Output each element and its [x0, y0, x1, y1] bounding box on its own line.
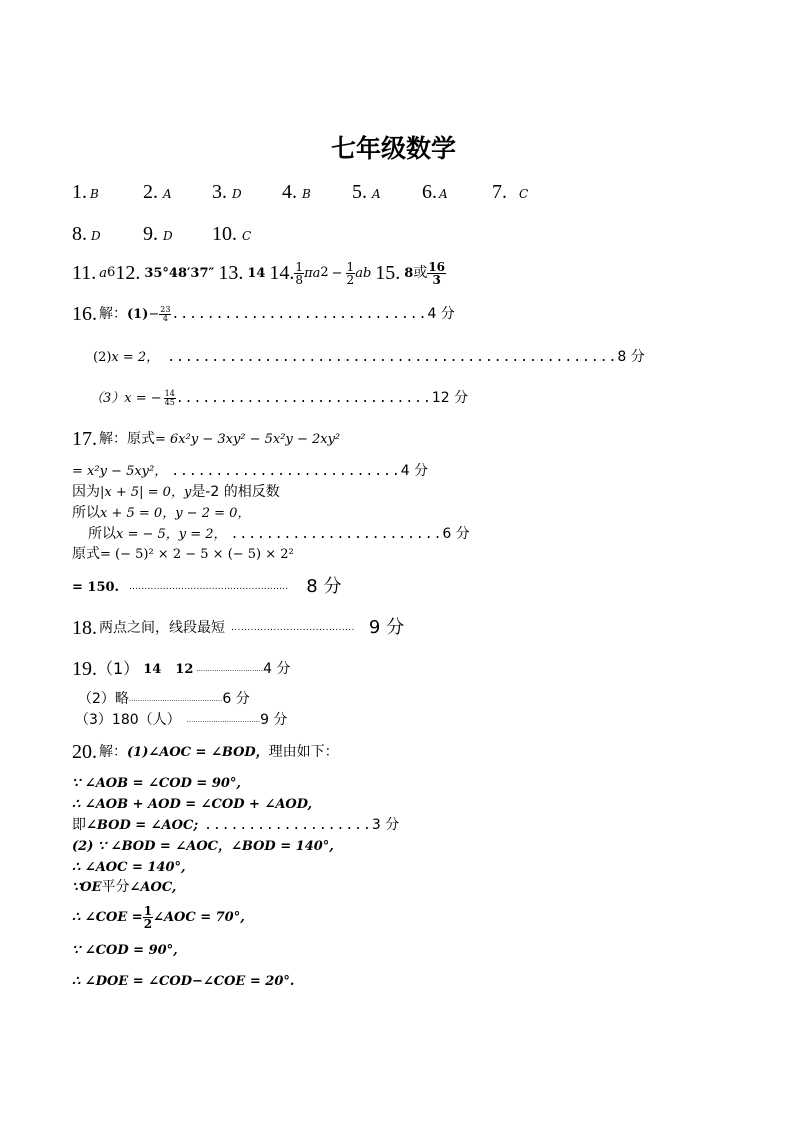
q20-line-7 [72, 879, 176, 895]
q12-answer: 35°48′37″ [144, 265, 215, 281]
answer-text: 两点之间，线段最短 [99, 620, 225, 636]
expression: ∵ ∠AOB = ∠COD = 90°, [72, 775, 241, 791]
q14-fraction-2 [346, 261, 356, 286]
q14-fraction-1 [294, 261, 304, 286]
q14-minus: − [331, 265, 343, 281]
q13-number: 13. [218, 262, 244, 284]
q20-number: 20. [72, 741, 97, 763]
q19-line-3 [75, 711, 287, 729]
mc-answer: C [519, 187, 529, 201]
mc-answer: B [302, 187, 311, 201]
q20-line-1 [72, 741, 339, 763]
q13-answer: 14 [247, 265, 266, 281]
denominator: 8 [295, 272, 304, 287]
mc-answer: D [91, 229, 101, 243]
leader-dots: .......................................... [128, 694, 223, 703]
part-label: (2) [93, 349, 112, 365]
answer-a: 14 [143, 661, 162, 677]
leader-dots: .................................................... [129, 581, 289, 592]
page-title: 七年级数学 [331, 134, 457, 163]
q20-line-6 [72, 859, 186, 875]
expression: x = − 5，y = 2， [116, 526, 227, 542]
text: 即 [72, 817, 86, 833]
variable: y [183, 484, 192, 500]
q15-fraction [427, 261, 446, 286]
numerator: 1 [143, 903, 153, 918]
q15-answer-a: 8 [404, 265, 414, 281]
denominator: 2 [346, 272, 355, 287]
q16-line-2 [93, 348, 645, 366]
score: 6 分 [442, 526, 470, 542]
part-label: （3）180（人） [75, 712, 181, 728]
leader-dots: .............................. [196, 664, 264, 673]
text: 原式 [72, 546, 100, 562]
q19-line-2 [78, 690, 250, 708]
mc-number: 9. [143, 223, 158, 245]
mc-number: 10. [212, 223, 237, 245]
numerator: 23 [160, 304, 171, 314]
expression: ∵ ∠COD = 90°, [72, 942, 178, 958]
mc-item-9 [143, 224, 173, 244]
expression: x = 2， [111, 349, 160, 365]
denominator: 3 [432, 272, 441, 287]
mc-item-2 [143, 182, 172, 202]
q16-p3-fraction [164, 390, 176, 407]
numerator: 1 [346, 259, 355, 274]
mc-answer: A [163, 187, 172, 201]
q16-p1-fraction [159, 306, 171, 323]
q17-line-3 [72, 483, 280, 501]
q17-line-5 [88, 525, 470, 543]
numerator: 1 [295, 259, 304, 274]
leader-dots: .......................... [171, 463, 401, 479]
mc-number: 3. [212, 181, 227, 203]
q14-term: πa [304, 265, 321, 281]
score: 9 分 [260, 712, 288, 728]
mc-item-10 [212, 224, 251, 244]
expression: (2) ∵ ∠BOD = ∠AOC，∠BOD = 140°, [72, 838, 334, 854]
q15-or: 或 [413, 265, 428, 281]
mc-answer: C [242, 229, 252, 243]
score: 3 分 [371, 817, 400, 833]
expression: (1)∠AOC = ∠BOD， [127, 744, 269, 760]
mc-answer: A [439, 187, 448, 201]
part-label: （3） [90, 390, 125, 406]
expression: ∠AOC, [129, 879, 177, 895]
expression: ∠AOC = 70°, [153, 909, 245, 925]
leader-dots: ............................. [175, 390, 432, 406]
mc-number: 4. [282, 181, 297, 203]
answer-b: 12 [175, 661, 194, 677]
score: 8 分 [617, 349, 645, 365]
leader-dots: ................... [204, 817, 372, 833]
q17-line-4 [72, 504, 250, 522]
score: 12 分 [431, 390, 469, 406]
solution-label: 解： [99, 306, 127, 322]
text: 所以 [72, 505, 100, 521]
denominator: 4 [162, 313, 168, 323]
q14-tail: ab [355, 265, 372, 281]
expression: ∴ ∠COE = [72, 909, 143, 925]
numerator: 14 [164, 388, 175, 398]
text: 平分 [101, 879, 130, 895]
score: 4 分 [400, 463, 429, 479]
q20-line-2 [72, 775, 241, 791]
denominator: 2 [143, 916, 153, 931]
q16-line-1 [72, 300, 455, 328]
sign: − [148, 306, 160, 322]
q20-line-8 [72, 900, 245, 934]
q15-number: 15. [375, 262, 401, 284]
mc-item-7 [492, 182, 528, 202]
original-expression-label: 原式 [127, 431, 155, 447]
q11-base: a [99, 265, 108, 281]
text: 因为 [72, 484, 100, 500]
part-label: (1) [127, 306, 149, 322]
mc-item-5 [352, 182, 381, 202]
q16-number: 16. [72, 303, 97, 325]
mc-number: 1. [72, 181, 87, 203]
mc-number: 6. [422, 181, 437, 203]
mc-item-6 [422, 182, 448, 202]
q20-line-10 [72, 973, 294, 989]
solution-label: 解： [99, 744, 127, 760]
mc-item-3 [212, 182, 242, 202]
q11-number: 11. [72, 262, 97, 284]
mc-answer: A [372, 187, 381, 201]
mc-number: 5. [352, 181, 367, 203]
expression: ∴ ∠AOC = 140°, [72, 859, 186, 875]
mc-item-8 [72, 224, 101, 244]
q20-line-3 [72, 796, 312, 812]
numerator: 16 [428, 259, 446, 274]
mc-answer: D [232, 187, 242, 201]
leader-dots: ........................ [230, 526, 443, 542]
leader-dots: ............................. [171, 306, 428, 322]
q17-number: 17. [72, 428, 97, 450]
expression: = (− 5)² × 2 − 5 × (− 5) × 2² [100, 546, 294, 562]
expression: x = − [124, 390, 162, 406]
mc-number: 7. [492, 181, 507, 203]
expression: ∵OE [72, 879, 102, 895]
q20-line-9 [72, 942, 178, 958]
solution-label: 解： [99, 431, 127, 447]
score: 4 分 [427, 306, 455, 322]
text: 是-2 的相反数 [191, 484, 280, 500]
expression: ∴ ∠AOB + AOD = ∠COD + ∠AOD, [72, 796, 313, 812]
leader-dots: ................................................... [167, 349, 618, 365]
score: 4 分 [263, 661, 291, 677]
mc-item-1 [72, 182, 99, 202]
expression: |x + 5| = 0， [100, 484, 184, 500]
mc-number: 8. [72, 223, 87, 245]
q19-line-1 [72, 658, 291, 680]
q17-line-7 [72, 576, 341, 598]
score: 6 分 [222, 691, 250, 707]
expression: = x²y − 5xy²， [72, 463, 168, 479]
score: 9 分 [368, 617, 405, 638]
mc-answer: B [90, 187, 99, 201]
part-label: （1） [97, 659, 140, 678]
expression: = 6x²y − 3xy² − 5x²y − 2xy² [155, 431, 341, 447]
denominator: 45 [164, 397, 175, 407]
half-fraction [143, 905, 153, 930]
q19-number: 19. [72, 658, 97, 680]
q18-line [72, 617, 404, 639]
text: 理由如下： [268, 744, 339, 760]
q20-line-5 [72, 838, 334, 854]
mc-item-4 [282, 182, 311, 202]
expression: ∠BOD = ∠AOC; [86, 817, 199, 833]
expression: = 150. [72, 579, 120, 595]
q12-number: 12. [115, 262, 141, 284]
q20-line-4 [72, 817, 399, 833]
q14-number: 14. [269, 262, 295, 284]
q18-number: 18. [72, 617, 97, 639]
leader-dots: ...................................... [231, 622, 355, 633]
expression: x + 5 = 0，y − 2 = 0， [100, 505, 251, 521]
fill-in-row: 11. a 6 12. 35°48′37″ 13. 14 14. $\frac{1}{8}$ πa 2 − $\frac{1}{2}$ ab 15. 8 或 $\frac{16}{3}$ [72, 259, 446, 287]
leader-dots: ................................. [186, 715, 261, 724]
q17-line-2 [72, 462, 428, 480]
score: 8 分 [306, 576, 342, 597]
q16-line-3 [90, 384, 468, 412]
mc-number: 2. [143, 181, 158, 203]
text: 所以 [88, 526, 116, 542]
mc-answer: D [163, 229, 173, 243]
expression: ∴ ∠DOE = ∠COD−∠COE = 20°. [72, 973, 295, 989]
q17-line-1 [72, 428, 340, 450]
q17-line-6 [72, 545, 294, 563]
part-label: （2）略 [78, 691, 129, 707]
